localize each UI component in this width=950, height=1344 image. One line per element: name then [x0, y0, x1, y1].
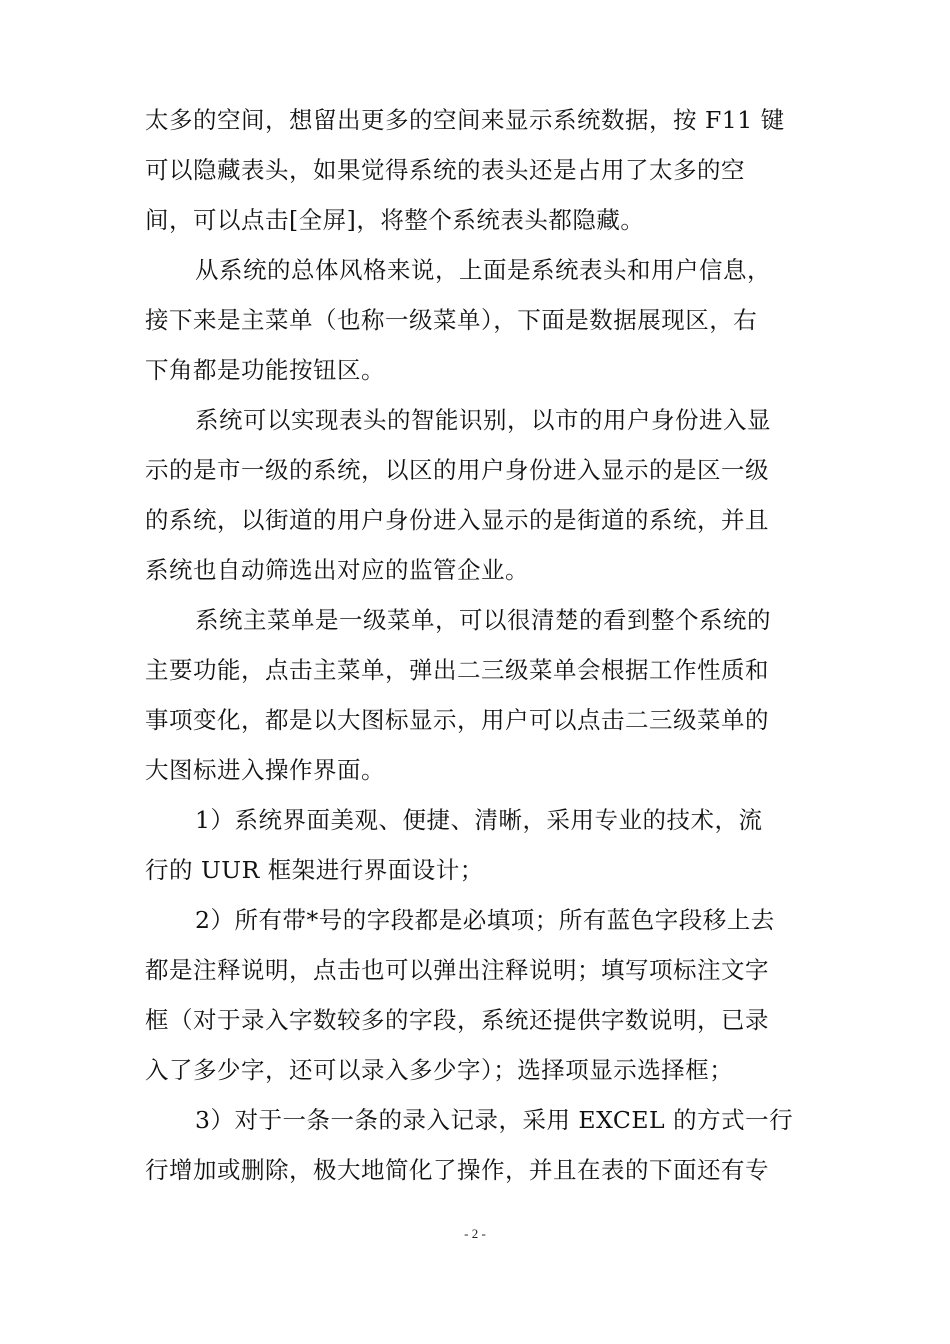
- text-line: 接下来是主菜单（也称一级菜单），下面是数据展现区，右: [145, 306, 758, 334]
- text-line: 框（对于录入字数较多的字段，系统还提供字数说明，已录: [145, 1006, 769, 1034]
- text-line: 下角都是功能按钮区。: [145, 356, 385, 384]
- paragraph-3: [145, 395, 810, 595]
- text-line: 示的是市一级的系统，以区的用户身份进入显示的是区一级: [145, 456, 769, 484]
- text-line: 都是注释说明，点击也可以弹出注释说明；填写项标注文字: [145, 956, 769, 984]
- text-line: 从系统的总体风格来说，上面是系统表头和用户信息，: [195, 256, 771, 284]
- text-line: 1）系统界面美观、便捷、清晰，采用专业的技术，流: [195, 806, 763, 834]
- text-line: 系统主菜单是一级菜单，可以很清楚的看到整个系统的: [195, 606, 771, 634]
- paragraph-5: [145, 795, 810, 895]
- text-line: 的系统，以街道的用户身份进入显示的是街道的系统，并且: [145, 506, 769, 534]
- text-line: 事项变化，都是以大图标显示，用户可以点击二三级菜单的: [145, 706, 769, 734]
- text-line: 行的 UUR 框架进行界面设计；: [145, 856, 484, 884]
- text-line: 系统可以实现表头的智能识别，以市的用户身份进入显: [195, 406, 771, 434]
- paragraph-4: [145, 595, 810, 795]
- text-line: 大图标进入操作界面。: [145, 756, 385, 784]
- document-body: [145, 95, 810, 1195]
- text-line: 2）所有带*号的字段都是必填项；所有蓝色字段移上去: [195, 906, 775, 934]
- text-line: 太多的空间，想留出更多的空间来显示系统数据，按 F11 键: [145, 106, 785, 134]
- text-line: 3）对于一条一条的录入记录，采用 EXCEL 的方式一行: [195, 1106, 794, 1134]
- paragraph-2: [145, 245, 810, 395]
- text-line: 主要功能，点击主菜单，弹出二三级菜单会根据工作性质和: [145, 656, 769, 684]
- text-line: 行增加或删除，极大地简化了操作，并且在表的下面还有专: [145, 1156, 769, 1184]
- text-line: 可以隐藏表头，如果觉得系统的表头还是占用了太多的空: [145, 156, 745, 184]
- paragraph-7: [145, 1095, 810, 1195]
- paragraph-1: [145, 95, 810, 245]
- text-line: 间，可以点击[全屏]，将整个系统表头都隐藏。: [145, 206, 645, 234]
- text-line: 系统也自动筛选出对应的监管企业。: [145, 556, 529, 584]
- text-line: 入了多少字，还可以录入多少字）；选择项显示选择框；: [145, 1056, 734, 1084]
- paragraph-6: [145, 895, 810, 1095]
- page-number: - 2 -: [464, 1226, 486, 1241]
